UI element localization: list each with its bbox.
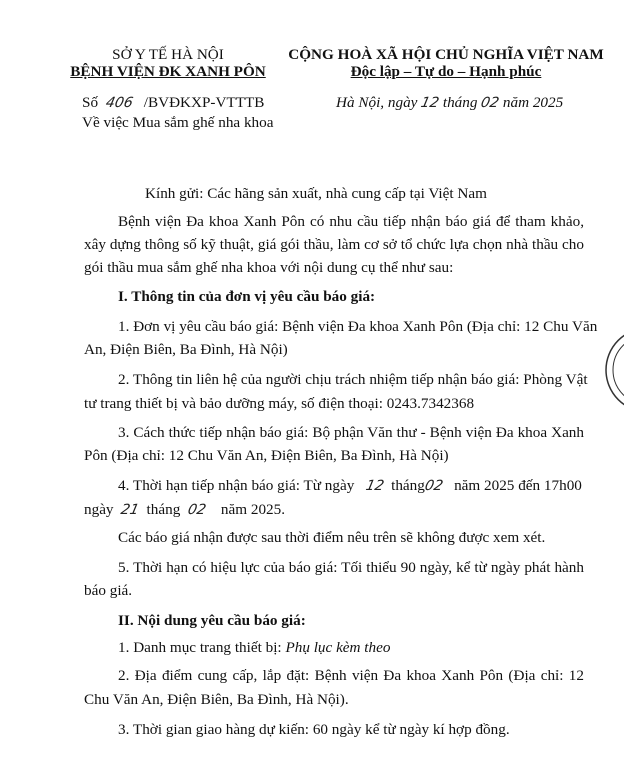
issuer-hospital: BỆNH VIỆN ĐK XANH PÔN xyxy=(70,63,266,80)
date-year: năm 2025 xyxy=(502,94,564,111)
s1-item2: 2. Thông tin liên hệ của người chịu trách nhiệm tiếp nhận báo giá: Phòng Vật xyxy=(118,371,588,388)
date-month: 02 xyxy=(479,95,501,111)
s1-note: Các báo giá nhận được sau thời điểm nêu trên sẽ không được xem xét. xyxy=(118,529,546,546)
s1-item4-cont xyxy=(84,501,285,519)
issuer-authority: SỞ Y TẾ HÀ NỘI xyxy=(112,46,224,63)
stamp-fragment xyxy=(600,325,624,415)
s1-item1-cont: An, Điện Biên, Ba Đình, Hà Nội) xyxy=(84,341,288,358)
s2-item2-cont: Chu Văn An, Điện Biên, Ba Đình, Hà Nội). xyxy=(84,691,349,708)
s1-item3: 3. Cách thức tiếp nhận báo giá: Bộ phận Văn thư - Bệnh viện Đa khoa Xanh xyxy=(118,424,584,441)
s1-item4-text: năm 2025. xyxy=(220,501,286,518)
s2-item1-label: 1. Danh mục trang thiết bị: xyxy=(118,639,282,656)
s1-item5-cont: báo giá. xyxy=(84,582,133,599)
date-day: 12 xyxy=(419,95,441,111)
s2-item1 xyxy=(118,639,390,657)
date-prefix: Hà Nội, ngày xyxy=(336,94,418,111)
s1-item1: 1. Đơn vị yêu cầu báo giá: Bệnh viện Đa khoa Xanh Pôn (Địa chỉ: 12 Chu Văn xyxy=(118,318,598,335)
ref-number-handwritten: 406 xyxy=(103,95,135,111)
start-day: 12 xyxy=(363,478,386,494)
reference-number xyxy=(82,94,264,112)
greeting: Kính gửi: Các hãng sản xuất, nhà cung cấp tại Việt Nam xyxy=(145,185,487,202)
national-title: CỘNG HOÀ XÃ HỘI CHỦ NGHĨA VIỆT NAM xyxy=(288,46,604,63)
intro-line: xây dựng thông số kỹ thuật, giá gói thầu, làm cơ sở tổ chức lựa chọn nhà thầu cho xyxy=(84,236,584,253)
s2-item3: 3. Thời gian giao hàng dự kiến: 60 ngày kể từ ngày kí hợp đồng. xyxy=(118,721,510,738)
section-1-title: I. Thông tin của đơn vị yêu cầu báo giá: xyxy=(118,288,376,305)
s1-item4-text: 4. Thời hạn tiếp nhận báo giá: Từ ngày xyxy=(118,477,355,494)
date-month-label: tháng xyxy=(442,94,478,111)
s1-item3-cont: Pôn (Địa chỉ: 12 Chu Văn An, Điện Biên, Ba Đình, Hà Nội) xyxy=(84,447,449,464)
s2-item1-value: Phụ lục kèm theo xyxy=(285,639,391,656)
s1-item4-text: tháng xyxy=(391,477,425,494)
s1-item4-text: tháng xyxy=(146,501,181,518)
s1-item4 xyxy=(118,477,582,495)
s1-item4-text: năm 2025 đến 17h00 xyxy=(454,477,582,494)
national-motto: Độc lập – Tự do – Hạnh phúc xyxy=(350,63,542,80)
end-day: 21 xyxy=(119,502,141,518)
start-month: 02 xyxy=(423,478,445,494)
s1-item2-cont: tư trang thiết bị và bảo dưỡng máy, số điện thoại: 0243.7342368 xyxy=(84,395,475,412)
section-2-title: II. Nội dung yêu cầu báo giá: xyxy=(118,612,306,629)
intro-line: gói thầu mua sắm ghế nha khoa với nội dung cụ thể như sau: xyxy=(84,259,454,276)
s2-item2: 2. Địa điểm cung cấp, lắp đặt: Bệnh viện Đa khoa Xanh Pôn (Địa chỉ: 12 xyxy=(118,667,584,684)
subject: Về việc Mua sắm ghế nha khoa xyxy=(82,114,274,131)
issue-date xyxy=(336,94,563,112)
end-month: 02 xyxy=(186,502,208,518)
s1-item5: 5. Thời hạn có hiệu lực của báo giá: Tối thiểu 90 ngày, kể từ ngày phát hành xyxy=(118,559,584,576)
ref-suffix: /BVĐKXP-VTTTB xyxy=(143,94,265,111)
intro-line: Bệnh viện Đa khoa Xanh Pôn có nhu cầu tiếp nhận báo giá để tham khảo, xyxy=(118,213,584,230)
ref-prefix: Số xyxy=(82,94,99,111)
s1-item4-text: ngày xyxy=(84,501,114,518)
